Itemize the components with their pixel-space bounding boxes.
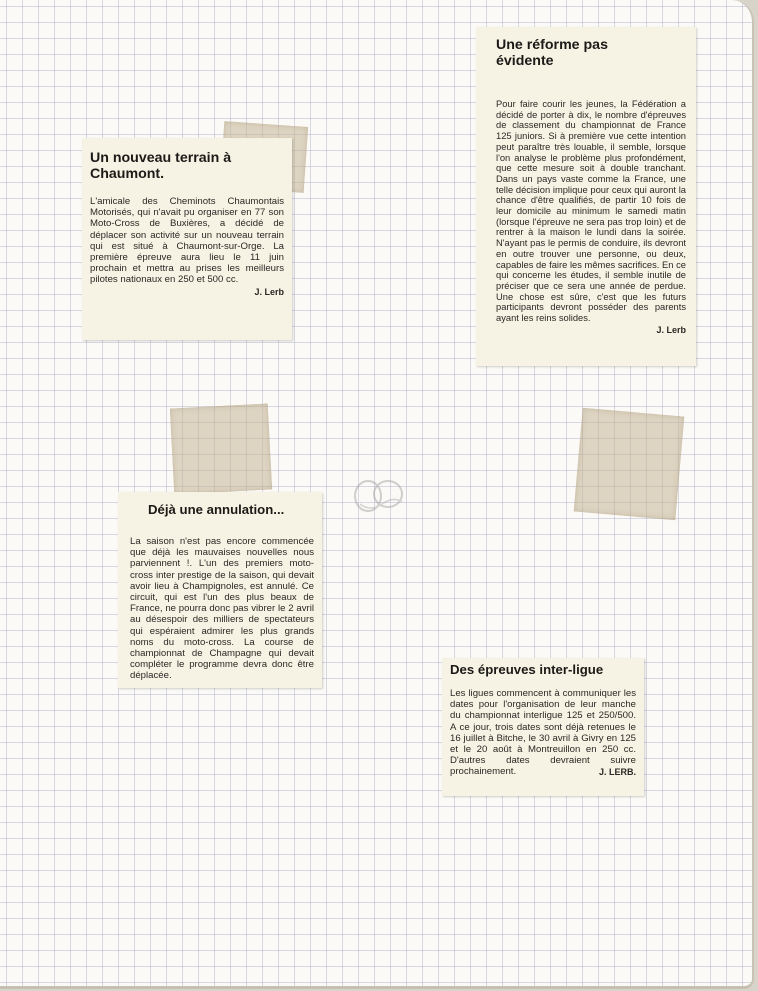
article-author: J. LERB. xyxy=(598,766,636,777)
article-title: Des épreuves inter-ligue xyxy=(450,662,604,677)
tape-piece xyxy=(170,403,272,494)
article-author: J. Lerb xyxy=(656,324,686,335)
article-title: Un nouveau terrain à Chaumont. xyxy=(90,150,232,182)
tape-piece xyxy=(574,408,685,520)
article-clipping-inter-ligue xyxy=(442,658,644,796)
faint-stamp-mark xyxy=(350,474,408,518)
article-clipping-chaumont xyxy=(82,138,292,340)
article-body: Pour faire courir les jeunes, la Fédération a décidé de porter à dix, le nombre d'épreuves de classement du championnat de France 125 juniors. Si à première vue cette intention peut paraître très louable, il semble, lorsque l'on analyse le problème plus profondément, que cette mesure soit à double tranchant. Dans un pays vaste comme la France, une telle décision implique pour ceux qui auront la chance d'être qualifiés, de partir 10 fois de leur domicile au minimum le samedi matin (lorsque l'épreuve ne sera pas trop loin) et de rentrer à la maison le lundi dans la soirée. N'ayant pas le permis de conduire, ils devront en outre trouver une personne, ou deux, capables de faire les mêmes sacrifices. En ce qui concerne les études, il semble inutile de préciser que ce sera une année de perdue. Une chose est sûre, c'est que les futurs participants devront posséder des parents ayant les reins solides. xyxy=(496,99,686,324)
article-body: Les ligues commencent à communiquer les dates pour l'organisation de leur manche du championnat interligue 125 et 250/500. A ce jour, trois dates sont déjà retenues le 16 juillet à Bitche, le 30 avril à Givry en 125 et le 20 août à Montreuillon en 250 cc. D'autres dates devraient suivre prochainement. xyxy=(450,688,636,778)
article-title: Déjà une annulation... xyxy=(148,502,285,517)
article-title: Une réforme pas évidente xyxy=(496,37,608,69)
article-body: La saison n'est pas encore commencée que déjà les mauvaises nouvelles nous parviennent !. L'un des premiers moto-cross inter prestige de la saison, qui devait avoir lieu à Champignoles, est annulé. Ce circuit, qui est l'un des plus beaux de France, ne pourra donc pas vibrer le 2 avril au désespoir des milliers de spectateurs qui espéraient admirer les plus grands noms du moto-cross. La course de championnat de Champagne qui devait compléter le programme devra donc être déplacée. xyxy=(130,536,314,682)
article-author: J. Lerb xyxy=(254,286,284,297)
article-body: L'amicale des Cheminots Chaumontais Motorisés, qui n'avait pu organiser en 77 son Moto-Cross de Buxières, a décidé de déplacer son activité sur un nouveau terrain qui est situé à Chaumont-sur-Orge. La première épreuve aura lieu le 11 juin prochain et mettra au prises les meilleurs pilotes nationaux en 250 et 500 cc. xyxy=(90,196,284,286)
article-clipping-reforme xyxy=(476,27,696,366)
article-clipping-annulation xyxy=(118,492,322,688)
